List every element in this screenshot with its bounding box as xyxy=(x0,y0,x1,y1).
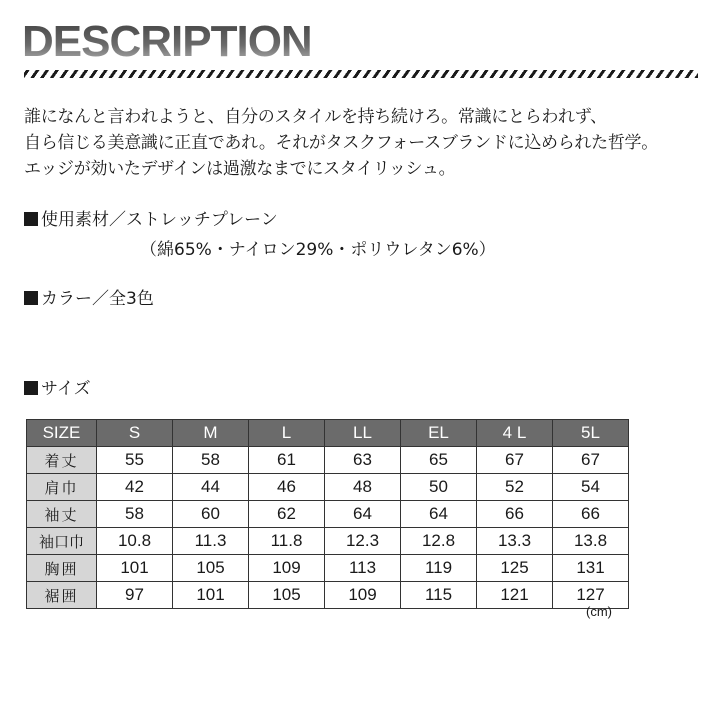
table-row xyxy=(27,474,629,501)
table-row xyxy=(27,447,629,474)
table-cell: 131 xyxy=(553,555,629,582)
table-cell: 50 xyxy=(401,474,477,501)
header-cell: L xyxy=(249,420,325,447)
size-spec xyxy=(24,376,91,402)
table-cell: 12.3 xyxy=(325,528,401,555)
hazard-stripe-divider xyxy=(24,70,698,78)
table-cell: 52 xyxy=(477,474,553,501)
table-row xyxy=(27,528,629,555)
table-cell: 13.3 xyxy=(477,528,553,555)
table-cell: 58 xyxy=(97,501,173,528)
square-bullet-icon xyxy=(24,212,38,226)
header-cell: EL xyxy=(401,420,477,447)
table-cell: 64 xyxy=(325,501,401,528)
table-cell: 42 xyxy=(97,474,173,501)
table-cell: 115 xyxy=(401,582,477,609)
table-cell: 97 xyxy=(97,582,173,609)
square-bullet-icon xyxy=(24,381,38,395)
table-cell: 61 xyxy=(249,447,325,474)
row-label: 胸囲 xyxy=(27,555,97,582)
table-row xyxy=(27,555,629,582)
table-cell: 11.8 xyxy=(249,528,325,555)
table-cell: 46 xyxy=(249,474,325,501)
material-spec xyxy=(24,207,278,233)
row-label: 袖丈 xyxy=(27,501,97,528)
table-cell: 67 xyxy=(477,447,553,474)
header-cell: M xyxy=(173,420,249,447)
table-cell: 121 xyxy=(477,582,553,609)
header-cell: SIZE xyxy=(27,420,97,447)
table-cell: 64 xyxy=(401,501,477,528)
table-cell: 44 xyxy=(173,474,249,501)
table-cell: 65 xyxy=(401,447,477,474)
table-cell: 67 xyxy=(553,447,629,474)
size-table-header xyxy=(27,420,629,447)
description-line: エッジが効いたデザインは過激なまでにスタイリッシュ。 xyxy=(24,159,456,179)
color-label: カラー／全3色 xyxy=(41,289,154,309)
unit-label: (cm) xyxy=(586,604,612,619)
square-bullet-icon xyxy=(24,291,38,305)
table-cell: 109 xyxy=(249,555,325,582)
description-line: 自ら信じる美意識に正直であれ。それがタスクフォースブランドに込められた哲学。 xyxy=(24,133,658,153)
color-spec xyxy=(24,286,154,312)
table-cell: 58 xyxy=(173,447,249,474)
header-cell: S xyxy=(97,420,173,447)
header-cell: 5L xyxy=(553,420,629,447)
description-line: 誰になんと言われようと、自分のスタイルを持ち続けろ。常識にとらわれず、 xyxy=(24,107,607,127)
table-cell: 125 xyxy=(477,555,553,582)
table-cell: 12.8 xyxy=(401,528,477,555)
table-cell: 66 xyxy=(553,501,629,528)
table-cell: 62 xyxy=(249,501,325,528)
table-cell: 105 xyxy=(173,555,249,582)
size-label: サイズ xyxy=(41,379,91,399)
row-label: 裾囲 xyxy=(27,582,97,609)
table-cell: 10.8 xyxy=(97,528,173,555)
material-composition: （綿65%・ナイロン29%・ポリウレタン6%） xyxy=(140,240,496,260)
table-cell: 127 xyxy=(553,582,629,609)
table-cell: 101 xyxy=(97,555,173,582)
table-cell: 54 xyxy=(553,474,629,501)
size-table xyxy=(26,419,629,609)
row-label: 肩巾 xyxy=(27,474,97,501)
table-cell: 11.3 xyxy=(173,528,249,555)
table-cell: 113 xyxy=(325,555,401,582)
table-cell: 66 xyxy=(477,501,553,528)
description-text xyxy=(24,104,704,182)
table-cell: 48 xyxy=(325,474,401,501)
table-row xyxy=(27,501,629,528)
row-label: 袖口巾 xyxy=(27,528,97,555)
material-label: 使用素材／ストレッチプレーン xyxy=(41,210,278,230)
table-cell: 101 xyxy=(173,582,249,609)
table-row xyxy=(27,582,629,609)
table-cell: 119 xyxy=(401,555,477,582)
header-cell: LL xyxy=(325,420,401,447)
table-cell: 60 xyxy=(173,501,249,528)
header-cell: 4 L xyxy=(477,420,553,447)
row-label: 着丈 xyxy=(27,447,97,474)
table-cell: 13.8 xyxy=(553,528,629,555)
table-cell: 109 xyxy=(325,582,401,609)
table-cell: 55 xyxy=(97,447,173,474)
table-cell: 63 xyxy=(325,447,401,474)
table-cell: 105 xyxy=(249,582,325,609)
page-heading: DESCRIPTION xyxy=(22,14,312,70)
